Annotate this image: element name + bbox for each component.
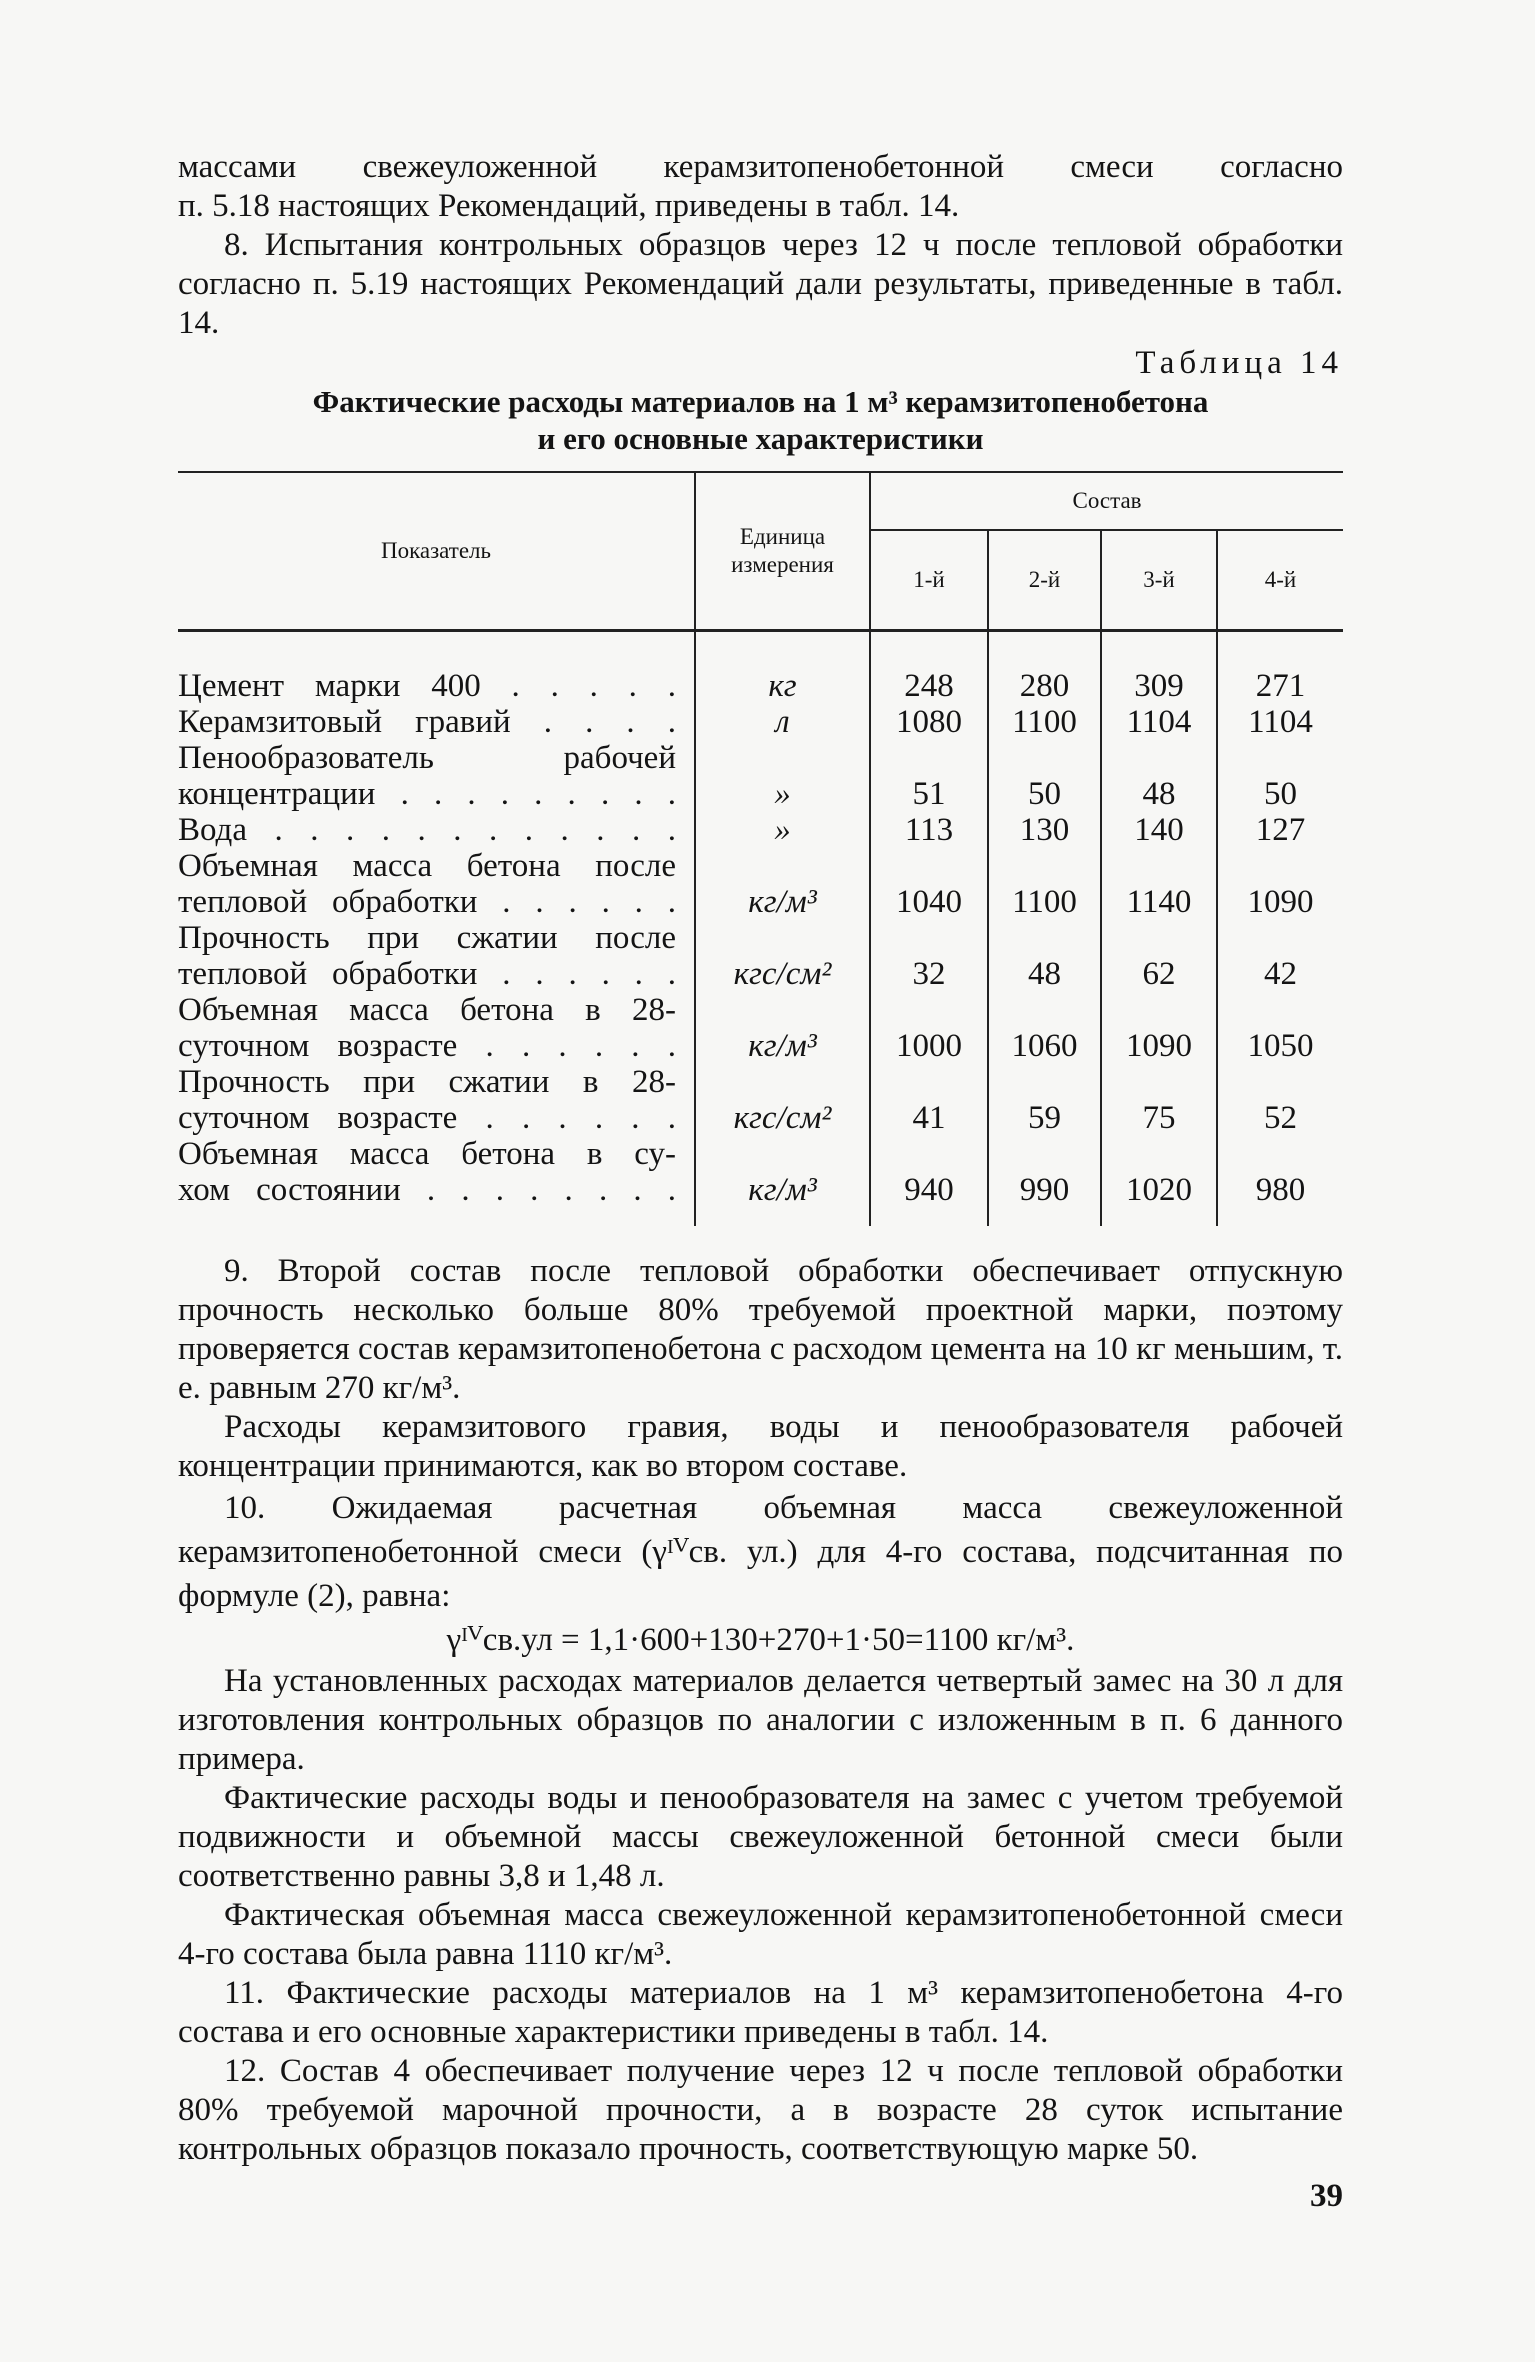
row-label-line: Объемная масса бетона в су-: [178, 1135, 676, 1172]
row-label: [178, 1064, 695, 1136]
row-unit: л: [695, 704, 870, 740]
row-value-col-1: 248: [870, 630, 988, 704]
row-label-line: тепловой обработки . . . . . .: [178, 955, 676, 992]
row-label: [178, 704, 695, 740]
row-unit: кг/м³: [695, 1136, 870, 1226]
row-label: [178, 740, 695, 812]
paragraph-12: 12. Состав 4 обеспечивает получение через 12 ч после тепловой обработки 80% требуемой марочной прочности, а в возрасте 28 суток испытание контрольных образцов показало прочность, соответствующую марке 50.: [178, 2052, 1343, 2167]
intro-line-1: массами свежеуложенной керамзитопенобетонной смеси согласно: [178, 149, 1343, 185]
table-row: [178, 704, 1343, 740]
row-value-col-1: 32: [870, 920, 988, 992]
table-row: [178, 1136, 1343, 1226]
paragraph-9b: Расходы керамзитового гравия, воды и пенообразователя рабочей концентрации принимаются, как во втором составе.: [178, 1408, 1343, 1484]
row-value-col-2: 990: [988, 1136, 1101, 1226]
header-col-1: 1-й: [870, 530, 988, 630]
table-row: [178, 1064, 1343, 1136]
row-value-col-4: 980: [1217, 1136, 1343, 1226]
row-label: [178, 1136, 695, 1226]
row-label-line: Вода . . . . . . . . . . . .: [178, 811, 676, 848]
row-value-col-2: 48: [988, 920, 1101, 992]
header-unit: [695, 472, 870, 630]
table-row: [178, 812, 1343, 848]
row-value-col-4: 1090: [1217, 848, 1343, 920]
row-unit: кгс/см²: [695, 920, 870, 992]
row-value-col-2: 1060: [988, 992, 1101, 1064]
table-row: [178, 848, 1343, 920]
row-value-col-3: 309: [1101, 630, 1217, 704]
row-label: [178, 848, 695, 920]
paragraph-10b: На установленных расходах материалов делается четвертый замес на 30 л для изготовления контрольных образцов по аналогии с изложенным в п. 6 данного примера.: [178, 1662, 1343, 1777]
header-unit-line-2: измерения: [731, 551, 834, 577]
row-label: [178, 812, 695, 848]
row-value-col-4: 50: [1217, 740, 1343, 812]
row-value-col-1: 940: [870, 1136, 988, 1226]
row-label-line: концентрации . . . . . . . . .: [178, 775, 676, 812]
row-label-line: Объемная масса бетона в 28-: [178, 991, 676, 1028]
paragraph-11: 11. Фактические расходы материалов на 1 м³ керамзитопенобетона 4-го состава и его основные характеристики приведены в табл. 14.: [178, 1974, 1343, 2050]
row-unit: кг/м³: [695, 848, 870, 920]
table-title-line-2: и его основные характеристики: [537, 421, 984, 456]
row-value-col-1: 41: [870, 1064, 988, 1136]
paragraph-9: 9. Второй состав после тепловой обработки обеспечивает отпускную прочность несколько больше 80% требуемой проектной марки, поэтому проверяется состав керамзитопенобетона с расходом цемента на 10 кг меньшим, т. е. равным 270 кг/м³.: [178, 1252, 1343, 1406]
row-label: [178, 630, 695, 704]
page-number: 39: [1310, 2178, 1343, 2214]
row-value-col-1: 113: [870, 812, 988, 848]
row-value-col-3: 1104: [1101, 704, 1217, 740]
intro-line-2: п. 5.18 настоящих Рекомендаций, приведены в табл. 14.: [178, 188, 960, 224]
row-value-col-1: 1080: [870, 704, 988, 740]
row-value-col-4: 271: [1217, 630, 1343, 704]
row-value-col-3: 48: [1101, 740, 1217, 812]
paragraph-10c: Фактические расходы воды и пенообразователя на замес с учетом требуемой подвижности и объемной массы свежеуложенной бетонной смеси были соответственно равны 3,8 и 1,48 л.: [178, 1779, 1343, 1894]
row-value-col-2: 50: [988, 740, 1101, 812]
header-col-2: 2-й: [988, 530, 1101, 630]
row-label-line: тепловой обработки . . . . . .: [178, 883, 676, 920]
row-label: [178, 992, 695, 1064]
row-value-col-1: 51: [870, 740, 988, 812]
formula: γᴵⱽсв.ул = 1,1·600+130+270+1·50=1100 кг/м³.: [446, 1621, 1075, 1658]
row-value-col-1: 1040: [870, 848, 988, 920]
document-page: [178, 148, 1343, 2169]
row-value-col-1: 1000: [870, 992, 988, 1064]
row-unit: кгс/см²: [695, 1064, 870, 1136]
row-value-col-3: 1090: [1101, 992, 1217, 1064]
row-value-col-2: 1100: [988, 704, 1101, 740]
header-unit-line-1: Единица: [739, 523, 826, 549]
row-value-col-3: 140: [1101, 812, 1217, 848]
header-col-3: 3-й: [1101, 530, 1217, 630]
table-number: Таблица 14: [1135, 345, 1343, 381]
row-unit: »: [695, 812, 870, 848]
paragraph-10: 10. Ожидаемая расчетная объемная масса свежеуложенной керамзитопенобетонной смеси (γᴵⱽсв. ул.) для 4-го состава, подсчитанная по формуле (2), равна:: [178, 1489, 1343, 1614]
row-value-col-4: 1104: [1217, 704, 1343, 740]
table-row: [178, 740, 1343, 812]
header-col-4: 4-й: [1217, 530, 1343, 630]
table-row: [178, 630, 1343, 704]
row-value-col-2: 280: [988, 630, 1101, 704]
row-unit: »: [695, 740, 870, 812]
row-label-line: Объемная масса бетона после: [178, 847, 676, 884]
paragraph-8: 8. Испытания контрольных образцов через 12 ч после тепловой обработки согласно п. 5.19 настоящих Рекомендаций дали результаты, приведенные в табл. 14.: [178, 227, 1343, 341]
row-label-line: Цемент марки 400 . . . . .: [178, 667, 676, 704]
row-label-line: Прочность при сжатии в 28-: [178, 1063, 676, 1100]
header-indicator: Показатель: [178, 472, 695, 630]
paragraph-10d: Фактическая объемная масса свежеуложенной керамзитопенобетонной смеси 4-го состава была равна 1110 кг/м³.: [178, 1896, 1343, 1972]
row-value-col-4: 42: [1217, 920, 1343, 992]
row-value-col-2: 1100: [988, 848, 1101, 920]
row-unit: кг: [695, 630, 870, 704]
row-value-col-2: 130: [988, 812, 1101, 848]
row-label: [178, 920, 695, 992]
row-value-col-3: 75: [1101, 1064, 1217, 1136]
table-row: [178, 992, 1343, 1064]
row-value-col-3: 1140: [1101, 848, 1217, 920]
row-value-col-4: 127: [1217, 812, 1343, 848]
materials-table: [178, 471, 1343, 1226]
table-row: [178, 920, 1343, 992]
row-label-line: Прочность при сжатии после: [178, 919, 676, 956]
row-value-col-4: 52: [1217, 1064, 1343, 1136]
row-value-col-2: 59: [988, 1064, 1101, 1136]
row-label-line: суточном возрасте . . . . . .: [178, 1099, 676, 1136]
header-composition: Состав: [870, 472, 1343, 530]
row-value-col-4: 1050: [1217, 992, 1343, 1064]
row-value-col-3: 62: [1101, 920, 1217, 992]
table-title-line-1: Фактические расходы материалов на 1 м³ керамзитопенобетона: [312, 384, 1209, 419]
row-unit: кг/м³: [695, 992, 870, 1064]
row-label-line: суточном возрасте . . . . . .: [178, 1027, 676, 1064]
row-value-col-3: 1020: [1101, 1136, 1217, 1226]
row-label-line: Керамзитовый гравий . . . .: [178, 703, 676, 740]
row-label-line: Пенообразователь рабочей: [178, 739, 676, 776]
row-label-line: хом состоянии . . . . . . . .: [178, 1171, 676, 1208]
